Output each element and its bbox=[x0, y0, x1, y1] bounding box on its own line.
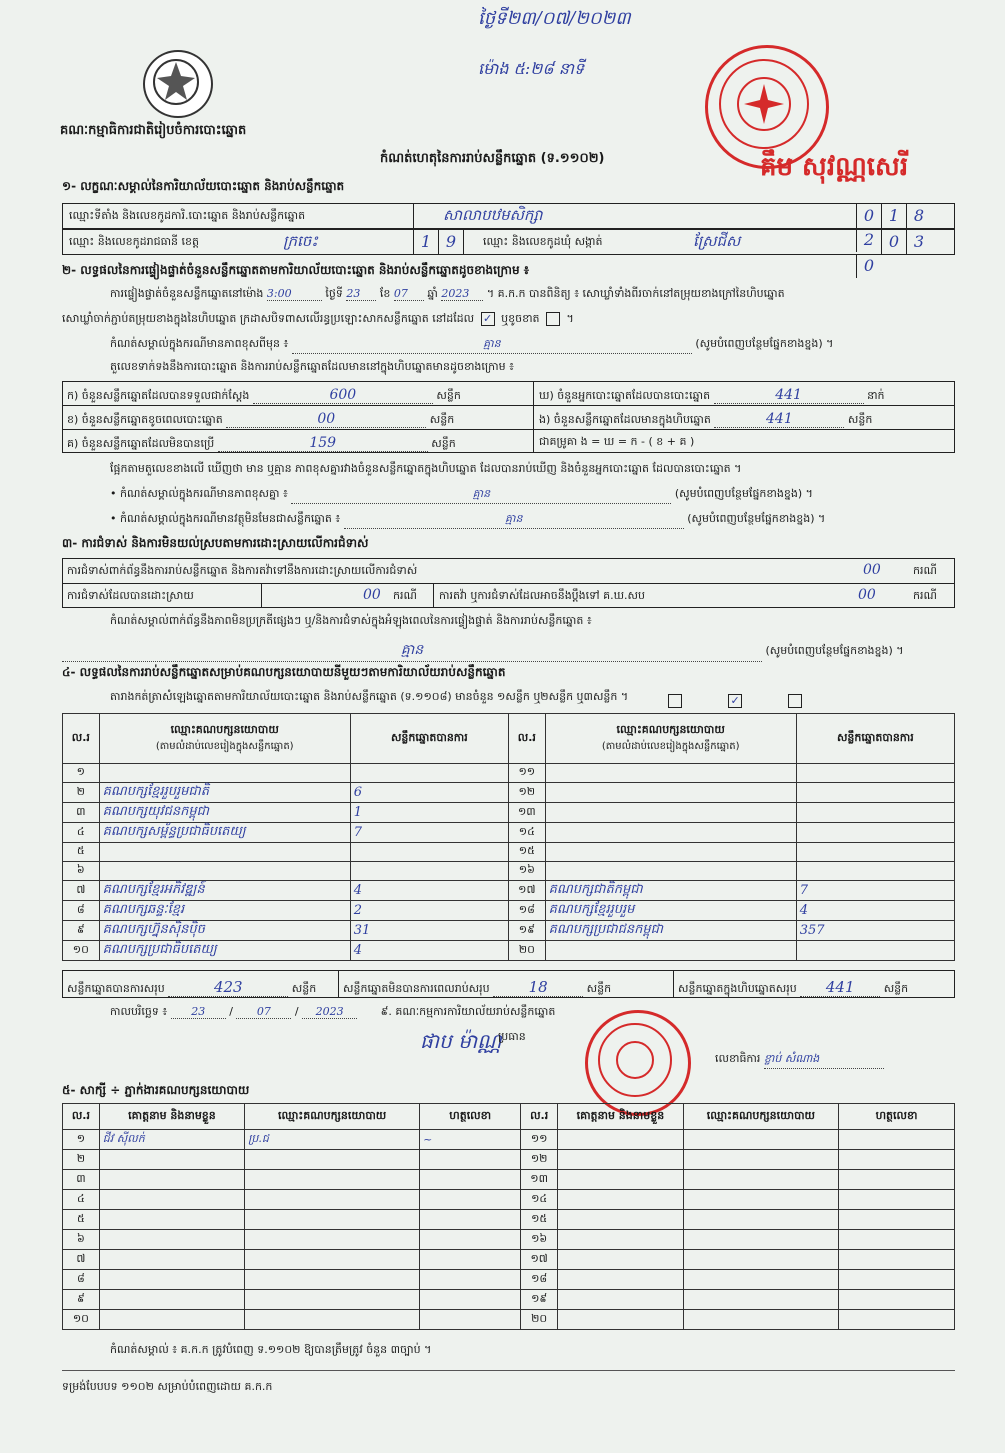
party-votes bbox=[350, 764, 508, 783]
party-votes bbox=[350, 843, 508, 862]
party-votes bbox=[796, 843, 954, 862]
table-row bbox=[63, 1210, 955, 1230]
row-number: ១៥ bbox=[508, 843, 545, 862]
party-name bbox=[99, 843, 350, 862]
section2-title: ២- លទ្ធផលនៃការផ្ទៀងផ្ទាត់ចំនួនសន្លឹកឆ្នោតតាមការិយាល័យបោះឆ្នោត និងរាប់សន្លឹកឆ្នោតដូចខាងក្រោម ៖ bbox=[62, 263, 530, 277]
party-name: គណបក្សខ្មែរអភិវឌ្ឍន៍ bbox=[99, 881, 350, 901]
party-name bbox=[545, 803, 796, 823]
two-sheet-checkbox[interactable]: ✓ bbox=[728, 694, 742, 708]
chair-label: ប្រធាន bbox=[498, 1030, 526, 1043]
party-name bbox=[545, 862, 796, 881]
witness-party bbox=[683, 1130, 838, 1150]
witness-signature: ~ bbox=[420, 1130, 521, 1150]
table-row bbox=[63, 1270, 955, 1290]
row-number: ១៤ bbox=[521, 1190, 558, 1210]
row-number: ១៥ bbox=[521, 1210, 558, 1230]
party-votes bbox=[350, 862, 508, 881]
section5-title: ៥- សាក្សី ÷ ភ្នាក់ងារគណបក្សនយោបាយ bbox=[62, 1083, 250, 1097]
witness-name bbox=[99, 1250, 244, 1270]
party-votes: 4 bbox=[796, 901, 954, 921]
row2-value: ក្រចេះ bbox=[283, 232, 318, 250]
party-votes: 1 bbox=[350, 803, 508, 823]
party-name bbox=[545, 941, 796, 961]
row-number: ៦ bbox=[63, 1230, 100, 1250]
section3-note-value: គ្មាន (សូមបំពេញបន្ថែមផ្នែកខាងខ្នង) ។ bbox=[62, 640, 904, 662]
witness-signature bbox=[839, 1190, 955, 1210]
row-number: ៧ bbox=[63, 1250, 100, 1270]
intact-checkbox[interactable]: ✓ bbox=[481, 312, 495, 326]
witness-signature bbox=[839, 1210, 955, 1230]
row1-label: ឈ្មោះទីតាំង និងលេខកូដការិ.បោះឆ្នោត និងរាប់សន្លឹកឆ្នោត bbox=[69, 209, 306, 222]
row-number: ១៨ bbox=[508, 901, 545, 921]
party-votes: 6 bbox=[350, 783, 508, 803]
row-number: ៨ bbox=[63, 901, 100, 921]
witness-party bbox=[683, 1210, 838, 1230]
witness-name bbox=[99, 1170, 244, 1190]
row-number: ៦ bbox=[63, 862, 100, 881]
witness-signature bbox=[420, 1290, 521, 1310]
party-name bbox=[99, 862, 350, 881]
witness-signature bbox=[420, 1270, 521, 1290]
witness-party bbox=[245, 1170, 420, 1190]
row-number: ៣ bbox=[63, 803, 100, 823]
row-number: ២ bbox=[63, 1150, 100, 1170]
table-row bbox=[63, 921, 955, 941]
party-votes: 2 bbox=[350, 901, 508, 921]
party-votes: 4 bbox=[350, 881, 508, 901]
row-number: ១៤ bbox=[508, 823, 545, 843]
party-results-table: ល.រ ឈ្មោះគណបក្សនយោបាយ (តាមលំដាប់លេខរៀងក្នុងសន្លឹកឆ្នោត) សន្លឹកឆ្នោតបានការ ល.រ ឈ្មោះគណបក្សនយោបាយ (តាមលំដាប់លេខរៀងក្នុងសន្លឹកឆ្នោត) សន្លឹកឆ្នោតបានការ ១ ១១ ២ គណបក្សខ្មែររួបរួមជាតិ 6 ១២ ៣ គណបក្សយុវជនកម្ពុជា 1 ១៣ ៤ គណបក្សសម្ព័ន្ធប្រជាធិបតេយ្យ 7 ១៤ ៥ ១៥ ៦ ១៦ ៧ គណបក្សខ្មែរអភិវឌ្ឍន៍ 4 ១៧ គណបក្សជាតិកម្ពុជា 7 ៨ គណបក្សឆន្ទៈខ្មែរ 2 ១៨ គណបក្សខ្មែររួបរួម 4 ៩ គណបក្សហ្វ៊ុនស៊ិនប៉ិច 31 ១៩ គណបក្សប្រជាជនកម្ពុជា 357 ១០ គណបក្សប្រជាធិបតេយ្យ 4 ២០ bbox=[62, 713, 955, 961]
table-row bbox=[63, 843, 955, 862]
three-sheet-checkbox[interactable] bbox=[788, 694, 802, 708]
witness-party: ប្រ.ជ bbox=[245, 1130, 420, 1150]
witness-party bbox=[245, 1270, 420, 1290]
table-row bbox=[63, 1230, 955, 1250]
party-name bbox=[99, 764, 350, 783]
bullet2: • កំណត់សម្គាល់ក្នុងករណីមានវត្ថុមិនមែនជាសន្លឹកឆ្នោត ៖ គ្មាន (សូមបំពេញបន្ថែមផ្នែកខាងខ្នង) ។ bbox=[110, 512, 825, 529]
table-row bbox=[63, 803, 955, 823]
one-sheet-checkbox[interactable] bbox=[668, 694, 682, 708]
bullet1: • កំណត់សម្គាល់ក្នុងករណីមានភាពខុសគ្នា ៖ គ្មាន (សូមបំពេញបន្ថែមផ្នែកខាងខ្នង) ។ bbox=[110, 487, 813, 504]
objections-box: ការជំទាស់ពាក់ព័ន្ធនឹងការរាប់សន្លឹកឆ្នោត និងការតវ៉ាទៅនឹងការដោះស្រាយលើការជំទាស់ 00 ករណី ការជំទាស់ដែលបានដោះស្រាយ 00 ករណី ការតវ៉ា ឬការជំទាស់ដែលអាចនឹងប្តឹងទៅ គ.ឃ.សប 00 ករណី bbox=[62, 558, 955, 608]
witness-party bbox=[683, 1270, 838, 1290]
witness-name bbox=[99, 1290, 244, 1310]
witness-party bbox=[245, 1290, 420, 1310]
row-number: ៩ bbox=[63, 921, 100, 941]
party-votes bbox=[796, 764, 954, 783]
witness-signature bbox=[839, 1170, 955, 1190]
witness-signature bbox=[839, 1250, 955, 1270]
table-row bbox=[63, 881, 955, 901]
row-number: ១ bbox=[63, 764, 100, 783]
table-row bbox=[63, 941, 955, 961]
totals-row: សន្លឹកឆ្នោតបានការសរុប 423 សន្លឹក សន្លឹកឆ្នោតមិនបានការពេលរាប់សរុប 18 សន្លឹក សន្លឹកឆ្នោតក្នុងហិបឆ្នោតសរុប 441 សន្លឹក bbox=[62, 970, 955, 998]
witness-signature bbox=[839, 1290, 955, 1310]
party-votes: 4 bbox=[350, 941, 508, 961]
row-number: ៣ bbox=[63, 1170, 100, 1190]
form-title: កំណត់ហេតុនៃការរាប់សន្លឹកឆ្នោត (ទ.១១០២) bbox=[380, 151, 605, 166]
row-number: ២០ bbox=[508, 941, 545, 961]
party-name bbox=[545, 764, 796, 783]
party-name: គណបក្សជាតិកម្ពុជា bbox=[545, 881, 796, 901]
table-row bbox=[63, 1250, 955, 1270]
witness-party bbox=[683, 1310, 838, 1330]
table-row bbox=[63, 862, 955, 881]
witness-name bbox=[99, 1310, 244, 1330]
witness-signature bbox=[839, 1270, 955, 1290]
party-votes bbox=[796, 941, 954, 961]
row-number: ១៦ bbox=[521, 1230, 558, 1250]
row-number: ១២ bbox=[521, 1150, 558, 1170]
table-row bbox=[63, 1150, 955, 1170]
lead-line: តួលេខទាក់ទងនឹងការបោះឆ្នោត និងការរាប់សន្លឹកឆ្នោតដែលមាននៅក្នុងហិបឆ្នោតមានដូចខាងក្រោម ៖ bbox=[110, 360, 514, 373]
witness-name bbox=[558, 1250, 684, 1270]
witness-signature bbox=[839, 1230, 955, 1250]
witness-signature bbox=[420, 1210, 521, 1230]
witness-name bbox=[558, 1290, 684, 1310]
witness-name bbox=[558, 1190, 684, 1210]
party-votes: 7 bbox=[350, 823, 508, 843]
witness-party bbox=[683, 1230, 838, 1250]
row-number: ២០ bbox=[521, 1310, 558, 1330]
party-votes: 357 bbox=[796, 921, 954, 941]
witness-name bbox=[99, 1150, 244, 1170]
row1-code: 0 1 82 bbox=[856, 204, 954, 228]
party-votes: 31 bbox=[350, 921, 508, 941]
commission-name: គណៈកម្មាធិការជាតិរៀបចំការបោះឆ្នោត bbox=[60, 123, 247, 138]
party-name: គណបក្សសម្ព័ន្ធប្រជាធិបតេយ្យ bbox=[99, 823, 350, 843]
party-votes bbox=[796, 803, 954, 823]
witness-table: ល.រ គោត្តនាម និងនាមខ្លួន ឈ្មោះគណបក្សនយោបាយ ហត្ថលេខា ល.រ គោត្តនាម និងនាមខ្លួន ឈ្មោះគណបក្សនយោបាយ ហត្ថលេខា ១ ជីវ ស៊ីលក់ ប្រ.ជ ~ ១១ ២ ១២ ៣ ១៣ ៤ ១៤ ៥ ១៥ ៦ ១៦ ៧ ១៧ ៨ ១៨ ៩ ១៩ ១០ ២០ bbox=[62, 1103, 955, 1330]
party-name: គណបក្សប្រជាជនកម្ពុជា bbox=[545, 921, 796, 941]
party-name: គណបក្សប្រជាធិបតេយ្យ bbox=[99, 941, 350, 961]
party-votes bbox=[796, 823, 954, 843]
row-number: ១៦ bbox=[508, 862, 545, 881]
row2-commune-value: ស្រែជីស bbox=[693, 232, 741, 250]
table-row bbox=[63, 1170, 955, 1190]
witness-name bbox=[558, 1270, 684, 1290]
table-row bbox=[63, 1190, 955, 1210]
footnote: កំណត់សម្គាល់ ៖ គ.ក.ក ត្រូវបំពេញ ទ.១១០២ ឱ្យបានត្រឹមត្រូវ ចំនួន ៣ច្បាប់ ។ bbox=[110, 1343, 432, 1356]
witness-name bbox=[558, 1150, 684, 1170]
row2-commune-label: ឈ្មោះ និងលេខកូដឃុំ សង្កាត់ bbox=[483, 235, 603, 248]
witness-name bbox=[558, 1170, 684, 1190]
row-number: ៧ bbox=[63, 881, 100, 901]
row-number: ១៩ bbox=[508, 921, 545, 941]
tally-line: តារាងកត់ត្រាសំឡេងឆ្នោតតាមការិយាល័យបោះឆ្នោត និងរាប់សន្លឹកឆ្នោត (ទ.១១០៨) មានចំនួន ១សន្លឹក ឬ២សន្លឹក ឬ៣សន្លឹក ។ bbox=[110, 690, 629, 703]
party-votes bbox=[796, 783, 954, 803]
row-number: ១១ bbox=[508, 764, 545, 783]
emblem-icon bbox=[143, 50, 213, 118]
witness-party bbox=[245, 1250, 420, 1270]
table-row bbox=[63, 1310, 955, 1330]
party-name: គណបក្សខ្មែររួបរួម bbox=[545, 901, 796, 921]
row-number: ៥ bbox=[63, 1210, 100, 1230]
row-number: ៩ bbox=[63, 1290, 100, 1310]
witness-signature bbox=[420, 1310, 521, 1330]
witness-party bbox=[245, 1190, 420, 1210]
row-number: ១ bbox=[63, 1130, 100, 1150]
witness-signature bbox=[420, 1150, 521, 1170]
witness-signature bbox=[839, 1130, 955, 1150]
witness-party bbox=[683, 1250, 838, 1270]
table-row bbox=[63, 823, 955, 843]
witness-party bbox=[245, 1210, 420, 1230]
row-number: ៤ bbox=[63, 823, 100, 843]
party-name: គណបក្សយុវជនកម្ពុជា bbox=[99, 803, 350, 823]
table-row bbox=[63, 783, 955, 803]
witness-signature bbox=[839, 1150, 955, 1170]
verify-line: ការផ្ទៀងផ្ទាត់ចំនួនសន្លឹកឆ្នោតនៅម៉ោង 3:00 ថ្ងៃទី 23 ខែ 07 ឆ្នាំ 2023 ។ គ.ក.ក បានពិនិត្យ ៖ សោឃ្លាំទាំងពីរចាក់នៅតម្រុយខាងក្រៅនៃហិបឆ្នោត bbox=[110, 287, 785, 300]
row-number: ១២ bbox=[508, 783, 545, 803]
row2-commune-code: 0 30 bbox=[856, 230, 954, 254]
witness-party bbox=[683, 1290, 838, 1310]
witness-name bbox=[99, 1230, 244, 1250]
party-name: គណបក្សហ្វ៊ុនស៊ិនប៉ិច bbox=[99, 921, 350, 941]
witness-party bbox=[245, 1150, 420, 1170]
table-row bbox=[63, 1290, 955, 1310]
witness-signature bbox=[420, 1190, 521, 1210]
section3-note: កំណត់សម្គាល់ពាក់ព័ន្ធនឹងភាពមិនប្រក្រតីផ្សេងៗ ឬ/និងការជំទាស់ក្នុងអំឡុងពេលនៃការផ្ទៀងផ្ទាត់ និងការរាប់សន្លឹកឆ្នោត ៖ bbox=[110, 614, 592, 627]
handwritten-time: ម៉ោង ៥:២៨ នាទី bbox=[478, 59, 585, 78]
witness-party bbox=[245, 1310, 420, 1330]
witness-name bbox=[558, 1230, 684, 1250]
witness-party bbox=[683, 1190, 838, 1210]
tally-checkboxes bbox=[665, 690, 805, 709]
section3-title: ៣- ការជំទាស់ និងការមិនយល់ស្របតាមការដោះស្រាយលើការជំទាស់ bbox=[62, 536, 369, 550]
witness-name bbox=[99, 1190, 244, 1210]
witness-name bbox=[558, 1210, 684, 1230]
row-number: ១៣ bbox=[508, 803, 545, 823]
witness-signature bbox=[420, 1230, 521, 1250]
row2-code: 1 9 bbox=[413, 230, 464, 254]
row-number: ១៧ bbox=[508, 881, 545, 901]
witness-signature bbox=[839, 1310, 955, 1330]
stamp-name: គឹម សុវណ្ណសេរី bbox=[760, 152, 909, 182]
verify-line2: សោឃ្លាំចាក់ភ្ជាប់តម្រុយខាងក្នុងនៃហិបឆ្នោត ក្រដាសបិទពាសលើរន្ធប្រឡោះសាកសន្លឹកឆ្នោត នៅដដែល ✓ ឬខូចខាត ។ bbox=[62, 312, 574, 325]
handwritten-date: ថ្ងៃទី២៣/០៧/២០២៣ bbox=[478, 8, 631, 29]
witness-name bbox=[99, 1270, 244, 1290]
witness-party bbox=[683, 1150, 838, 1170]
witness-name bbox=[558, 1310, 684, 1330]
witness-party bbox=[683, 1170, 838, 1190]
table-row bbox=[63, 1130, 955, 1150]
signing-date: កាលបរិច្ឆេទ ៖ 23 / 07 / 2023 ៩. គណៈកម្មការការិយាល័យរាប់សន្លឹកឆ្នោត bbox=[110, 1005, 556, 1018]
secretary-line: លេខាធិការ ខ្លាប់ សំណាង bbox=[715, 1052, 884, 1069]
party-votes: 7 bbox=[796, 881, 954, 901]
chair-signature: ផាប ម៉ាណ្ណ bbox=[420, 1029, 502, 1053]
row-number: ១១ bbox=[521, 1130, 558, 1150]
damaged-checkbox[interactable] bbox=[546, 312, 560, 326]
party-name bbox=[545, 823, 796, 843]
row-number: ៥ bbox=[63, 843, 100, 862]
row-number: ១៣ bbox=[521, 1170, 558, 1190]
party-name bbox=[545, 783, 796, 803]
witness-party bbox=[245, 1230, 420, 1250]
section4-title: ៤- លទ្ធផលនៃការរាប់សន្លឹកឆ្នោតសម្រាប់គណបក្សនយោបាយនីមួយៗតាមការិយាល័យរាប់សន្លឹកឆ្នោត bbox=[62, 665, 506, 679]
witness-signature bbox=[420, 1250, 521, 1270]
row-number: ១៨ bbox=[521, 1270, 558, 1290]
row2-label: ឈ្មោះ និងលេខកូដរាជធានី ខេត្ត bbox=[69, 235, 199, 248]
row-number: ១០ bbox=[63, 1310, 100, 1330]
bottom-caption: ទម្រង់បែបបទ ១១០២ សម្រាប់បំពេញដោយ គ.ក.ក bbox=[62, 1380, 273, 1393]
party-name bbox=[545, 843, 796, 862]
figures-box: ក) ចំនួនសន្លឹកឆ្នោតដែលបានទទួលជាក់ស្តែង 600 សន្លឹក ខ) ចំនួនសន្លឹកឆ្នោតខូចពេលបោះឆ្នោត 00 សន្លឹក គ) ចំនួនសន្លឹកឆ្នោតដែលមិនបានប្រើ 159 សន្លឹក ឃ) ចំនួនអ្នកបោះឆ្នោតដែលបានបោះឆ្នោត 441 នាក់ ង) ចំនួនសន្លឹកឆ្នោតដែលមានក្នុងហិបឆ្នោត 441 សន្លឹក ជាគម្រូគា ង = ឃ = ក - ( ខ + គ ) bbox=[62, 381, 955, 453]
witness-name bbox=[558, 1130, 684, 1150]
row-number: ៨ bbox=[63, 1270, 100, 1290]
note-line: កំណត់សម្គាល់ក្នុងករណីមានភាពខុសពីមុន ៖ គ្មាន (សូមបំពេញបន្ថែមផ្នែកខាងខ្នង) ។ bbox=[110, 337, 833, 354]
row1-value: សាលាបឋមសិក្សា bbox=[443, 206, 543, 224]
witness-name bbox=[99, 1210, 244, 1230]
section1-title: ១- លក្ខណៈសម្គាល់នៃការិយាល័យបោះឆ្នោត និងរាប់សន្លឹកឆ្នោត bbox=[62, 179, 345, 193]
committee-stamp-icon bbox=[585, 1010, 691, 1116]
party-votes bbox=[796, 862, 954, 881]
row-number: ៤ bbox=[63, 1190, 100, 1210]
party-name: គណបក្សឆន្ទៈខ្មែរ bbox=[99, 901, 350, 921]
witness-name: ជីវ ស៊ីលក់ bbox=[99, 1130, 244, 1150]
party-name: គណបក្សខ្មែររួបរួមជាតិ bbox=[99, 783, 350, 803]
row-number: ១០ bbox=[63, 941, 100, 961]
row-number: ២ bbox=[63, 783, 100, 803]
table-row bbox=[63, 764, 955, 783]
row-number: ១៩ bbox=[521, 1290, 558, 1310]
witness-signature bbox=[420, 1170, 521, 1190]
table-row bbox=[63, 901, 955, 921]
row-number: ១៧ bbox=[521, 1250, 558, 1270]
compare-line: ផ្អែកតាមតួលេខខាងលើ ឃើញថា មាន ឬគ្មាន ភាពខុសគ្នារវាងចំនួនសន្លឹកឆ្នោតក្នុងហិបឆ្នោត ដែលបានរាប់ឃើញ និងចំនួនអ្នកបោះឆ្នោត ដែលបានបោះឆ្នោត ។ bbox=[110, 462, 742, 475]
